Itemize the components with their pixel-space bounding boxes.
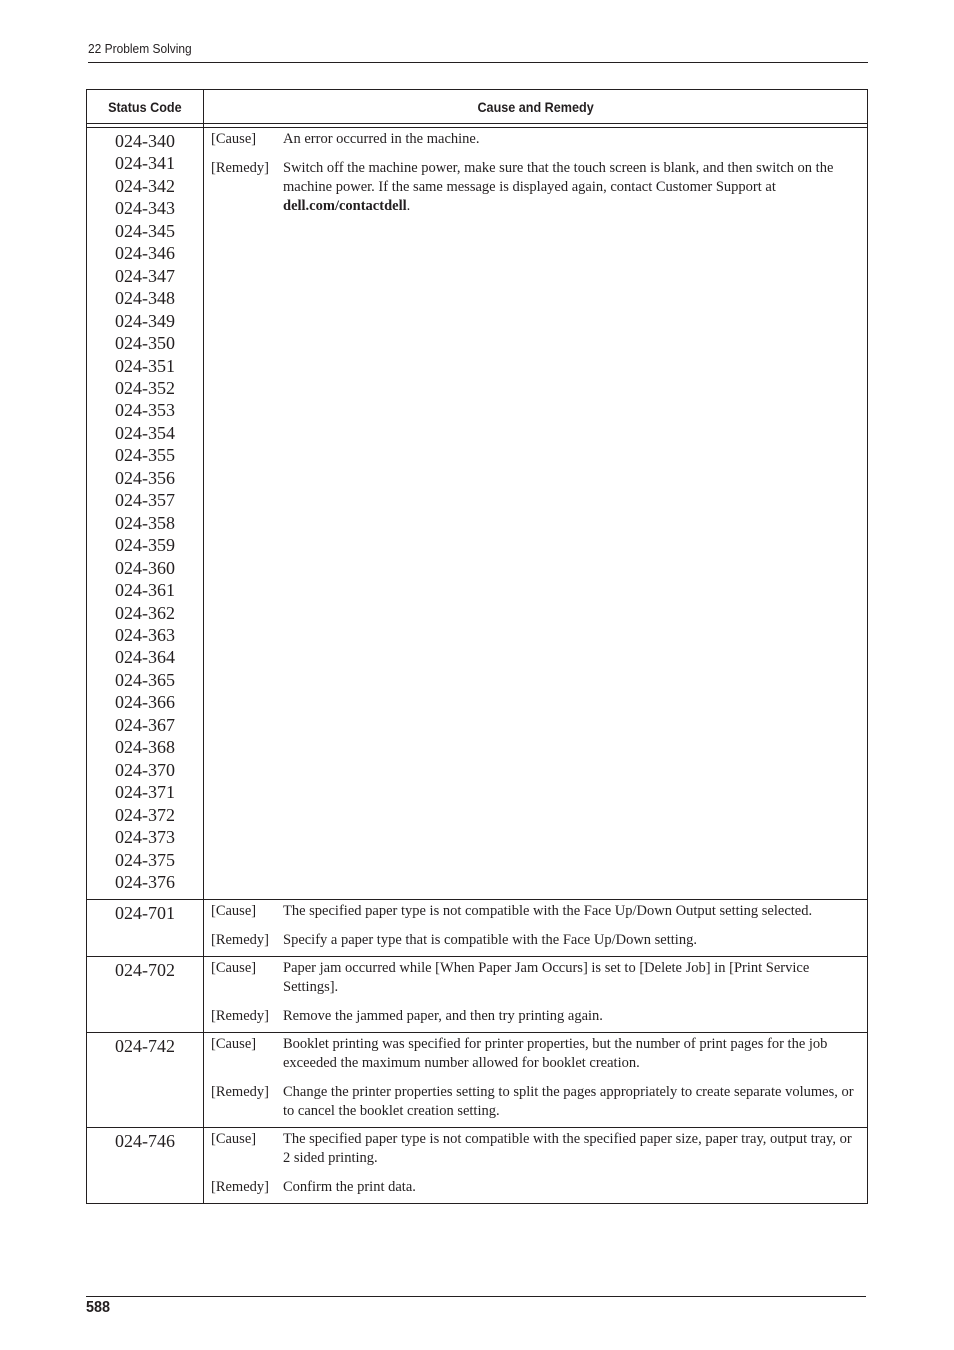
cause-text: Booklet printing was specified for printer properties, but the number of print pages for the job exceeded the maximum number allowed for booklet creation. xyxy=(283,1036,828,1072)
cause-remedy-cell xyxy=(204,1128,868,1204)
cause-text: The specified paper type is not compatible with the Face Up/Down Output setting selected. xyxy=(283,903,813,920)
table-row xyxy=(87,957,868,1033)
cause-remedy-cell xyxy=(204,900,868,957)
footer-rule xyxy=(86,1296,866,1297)
remedy-entry xyxy=(211,1007,859,1026)
table-row xyxy=(87,1033,868,1128)
status-codes-cell xyxy=(87,128,204,900)
remedy-text: Specify a paper type that is compatible with the Face Up/Down setting. xyxy=(283,932,697,949)
cause-entry xyxy=(211,959,859,997)
status-code-header: Status Code xyxy=(87,90,204,124)
page-number: 588 xyxy=(86,1299,111,1316)
cause-text: An error occurred in the machine. xyxy=(283,131,480,147)
remedy-text-pre: Switch off the machine power, make sure that the touch screen is blank, and then switch on the machine power. If the same message is displayed again, contact Customer Support at xyxy=(283,160,834,195)
remedy-entry xyxy=(211,1083,859,1121)
table-row xyxy=(87,128,868,900)
status-code-list: 024-340 024-341 024-342 024-343 024-345 024-346 024-347 024-348 024-349 024-350 024-351 024-352 024-353 024-354 024-355 024-356 024-357 024-358 024-359 024-360 024-361 024-362 024-363 024-364 024-365 024-366 024-367 024-368 024-370 024-371 024-372 024-373 024-375 024-376 xyxy=(115,131,175,892)
table-row xyxy=(87,900,868,957)
cause-remedy-cell xyxy=(204,128,868,900)
remedy-label: [Remedy] xyxy=(211,1084,269,1101)
table-row xyxy=(87,1128,868,1204)
cause-remedy-header: Cause and Remedy xyxy=(204,90,868,124)
cause-text: The specified paper type is not compatible with the specified paper size, paper tray, output tray, or 2 sided printing. xyxy=(283,1131,852,1167)
cause-entry xyxy=(211,1035,859,1073)
cause-entry xyxy=(211,902,859,921)
status-code-table xyxy=(86,89,868,1204)
remedy-label: [Remedy] xyxy=(211,1008,269,1025)
table-header-row xyxy=(87,90,868,124)
remedy-entry xyxy=(211,931,859,950)
remedy-text: Confirm the print data. xyxy=(283,1179,416,1196)
remedy-label: [Remedy] xyxy=(211,1179,269,1196)
cause-remedy-cell xyxy=(204,1033,868,1128)
cause-remedy-cell xyxy=(204,957,868,1033)
cause-label: [Cause] xyxy=(211,131,257,147)
cause-label: [Cause] xyxy=(211,1036,257,1053)
cause-text: Paper jam occurred while [When Paper Jam Occurs] is set to [Delete Job] in [Print Service Settings]. xyxy=(283,960,810,996)
cause-label: [Cause] xyxy=(211,960,257,977)
cause-label: [Cause] xyxy=(211,903,257,920)
remedy-text xyxy=(283,159,859,216)
status-code-cell: 024-701 xyxy=(87,900,204,957)
remedy-text: Change the printer properties setting to split the pages appropriately to create separate volumes, or to cancel the booklet creation setting. xyxy=(283,1084,854,1120)
status-code-cell: 024-742 xyxy=(87,1033,204,1128)
cause-entry xyxy=(211,1130,859,1168)
remedy-entry xyxy=(211,159,859,216)
support-url: dell.com/contactdell xyxy=(283,198,407,214)
remedy-text-post: . xyxy=(406,198,411,214)
status-code-cell: 024-746 xyxy=(87,1128,204,1204)
remedy-label: [Remedy] xyxy=(211,160,269,176)
remedy-entry xyxy=(211,1178,859,1197)
section-title: 22 Problem Solving xyxy=(88,41,192,56)
remedy-label: [Remedy] xyxy=(211,932,269,949)
cause-label: [Cause] xyxy=(211,1131,257,1148)
status-code-cell: 024-702 xyxy=(87,957,204,1033)
page-header xyxy=(88,40,868,63)
remedy-text: Remove the jammed paper, and then try printing again. xyxy=(283,1008,603,1025)
cause-entry xyxy=(211,130,859,149)
